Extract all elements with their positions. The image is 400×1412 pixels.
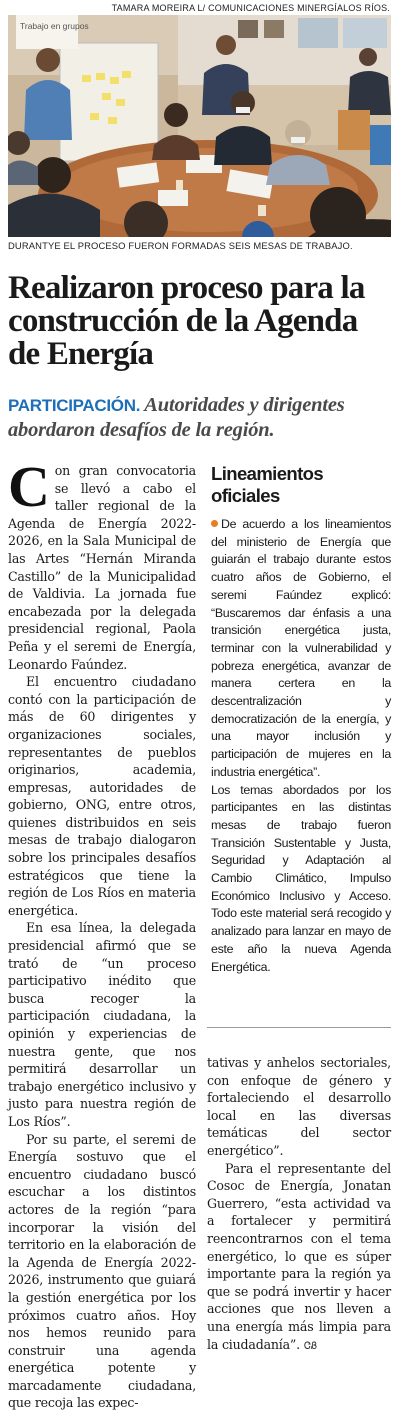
section-kicker: PARTICIPACIÓN. [8,396,141,415]
end-mark-icon: ᏣᏰ [303,1340,317,1352]
article-paragraph: on gran convocatoria se llevó a cabo el taller regional de la Agenda de Energía 2022-2026, en la Sala Municipal de las Artes “Hernán Miranda Castillo” de la Municipalidad de Valdivia. La jornada fue encabezada por la delegada presidencial regional, Paola Peña y el seremi de Energía, Leonardo Faúndez. [8,463,196,672]
sidebar-paragraph: De acuerdo a los lineamientos del ministerio de Energía que guiarán el trabajo durante estos cuatro años de Gobierno, el seremi Faúndez explicó: “Buscaremos dar énfasis a una transición energética justa, terminar con la vulnerabilidad y pobreza energética, avanzar de manera certera en la descentralización y democratización de la energía, y una mayor inclusión y participación de mujeres en la industria energética”. [211,517,391,779]
article-paragraph: Para el representante del Cosoc de Energía, Jonatan Guerrero, “esta actividad va a fortalecer y permitirá reencontrarnos con el tema energético, lo que es súper importante para la región ya que se podrá invertir y hacer acciones que nos lleven a una energía más limpia para la ciudadanía”. [207,1160,391,1352]
drop-cap: C [8,454,50,519]
deck [8,393,394,442]
sidebar-divider [207,1027,391,1028]
article-paragraph: En esa línea, la delegada presidencial afirmó que se trató de “un proceso participativo inédito que busca recoger la participación ciudadana, la opinión y experiencias de nuestra gente, que nos permitirá desarrollar un trabajo energético inclusivo y justo para nuestra región de Los Ríos”. [8,920,196,1129]
bullet-icon [211,520,218,527]
photo-caption: DURANTYE EL PROCESO FUERON FORMADAS SEIS MESAS DE TRABAJO. [8,240,353,251]
deck-text: Autoridades y dirigentes abordaron desafíos de la región. [8,394,345,441]
group-work-sign: Trabajo en grupos [20,21,89,31]
article-column-2 [207,1054,391,1355]
article-column-1 [8,454,196,1412]
photo-credit: TAMARA MOREIRA L/ COMUNICACIONES MINERGÍALOS RÍOS. [111,3,390,13]
sidebar-title: Lineamientos oficiales [211,463,324,506]
article-paragraph: Por su parte, el seremi de Energía sostuvo que el encuentro ciudadano buscó escuchar a los distintos actores de la región “para incorporar la visión del territorio en la elaboración de la Agenda de Energía 2022-2026, instrumento que guiará la gestión energética por los próximos cuatro años. Hoy nos hemos reunido para construir una agenda energética potente y marcadamente ciudadana, que recoja las expec- [8,1131,196,1411]
sidebar-box [211,516,391,976]
headline: Realizaron proceso para la construcción de la Agenda de Energía [8,270,365,372]
sidebar-paragraph: Los temas abordados por los participantes en las distintas mesas de trabajo fueron Transición Sustentable y Justa, Seguridad y Adaptación al Cambio Climático, Impulso Económico Inclusivo y Acceso. Todo este material será recogido y analizado para lanzar en mayo de este año la nueva Agenda Energética. [211,782,391,974]
news-photo [8,15,391,237]
article-paragraph: El encuentro ciudadano contó con la participación de más de 60 dirigentes y organizaciones sociales, representantes de pueblos originarios, academia, empresas, autoridades de gobierno, ONG, entre otros, quienes distribuidos en seis mesas de trabajo dialogaron sobre los principales desafíos estratégicos que tiene la región de Los Ríos en materia energética. [8,674,196,918]
article-paragraph: tativas y anhelos sectoriales, con enfoque de género y fortaleciendo el desarrollo local en las diversas temáticas del sector energético”. [207,1055,391,1158]
